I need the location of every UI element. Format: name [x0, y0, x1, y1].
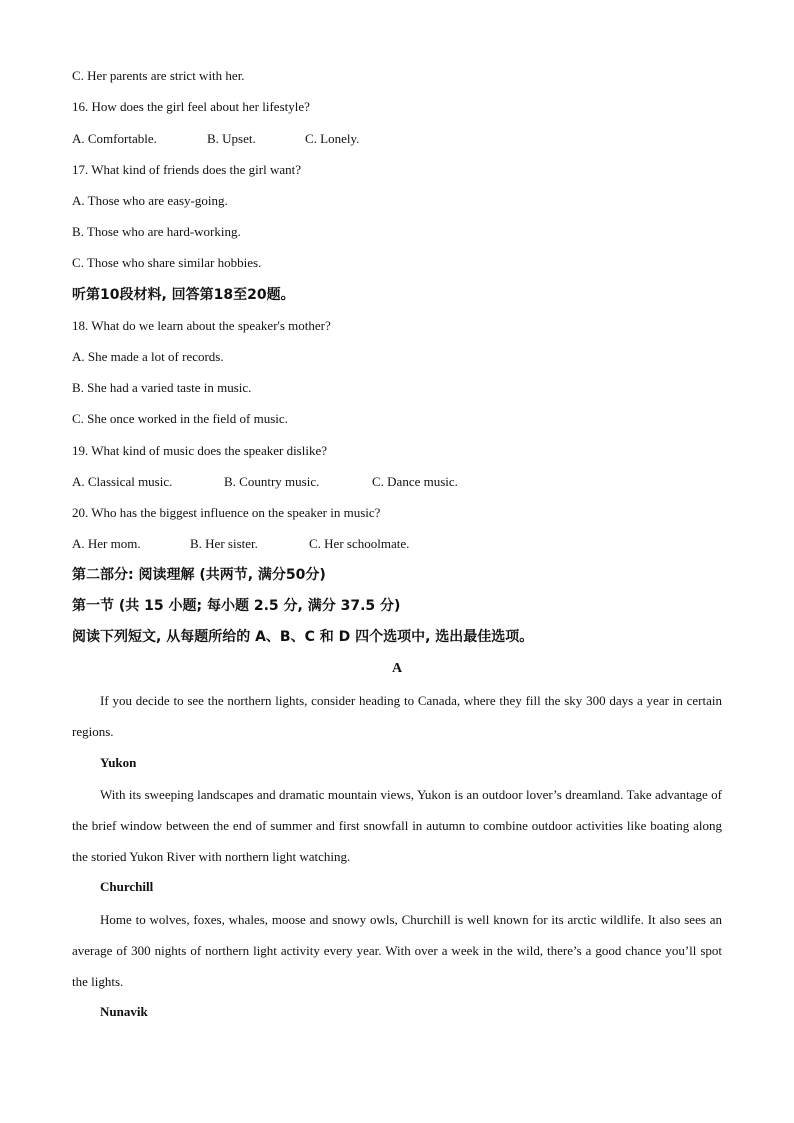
q17-stem: 17. What kind of friends does the girl want?	[72, 162, 302, 177]
yukon-heading: Yukon	[100, 755, 137, 770]
yukon-paragraph: With its sweeping landscapes and dramatic mountain views, Yukon is an outdoor lover’s dreamland. Take advantage of the brief window between the end of summer and first snowfall in autumn to combine outdoor activities like boating along the storied Yukon River with northern light watching.	[72, 787, 722, 865]
q20-options	[72, 536, 409, 552]
q19-option-b: B. Country music.	[224, 474, 320, 489]
q20-option-c: C. Her schoolmate.	[309, 536, 410, 551]
q17-option-b: B. Those who are hard-working.	[72, 224, 241, 239]
section-10-heading: 听第10段材料, 回答第18至20题。	[72, 287, 295, 303]
part-2-heading: 第二部分: 阅读理解 (共两节, 满分50分)	[72, 567, 326, 583]
q19-stem: 19. What kind of music does the speaker dislike?	[72, 443, 328, 458]
q19-option-c: C. Dance music.	[372, 474, 458, 489]
section-1-heading: 第一节 (共 15 小题; 每小题 2.5 分, 满分 37.5 分)	[72, 598, 401, 614]
nunavik-heading: Nunavik	[100, 1004, 148, 1019]
q18-option-c: C. She once worked in the field of music.	[72, 411, 288, 426]
q16-option-b: B. Upset.	[207, 131, 256, 146]
passage-intro: If you decide to see the northern lights, consider heading to Canada, where they fill the sky 300 days a year in certain regions.	[72, 693, 722, 740]
q16-stem: 16. How does the girl feel about her lifestyle?	[72, 99, 310, 114]
q19-option-a: A. Classical music.	[72, 474, 173, 489]
q18-option-b: B. She had a varied taste in music.	[72, 380, 252, 395]
q18-stem: 18. What do we learn about the speaker's mother?	[72, 318, 331, 333]
q19-options	[72, 474, 458, 490]
q15-option-c: C. Her parents are strict with her.	[72, 68, 245, 83]
q20-option-a: A. Her mom.	[72, 536, 141, 551]
q16-option-c: C. Lonely.	[305, 131, 360, 146]
passage-letter: A	[391, 661, 403, 676]
q17-option-c: C. Those who share similar hobbies.	[72, 255, 262, 270]
churchill-heading: Churchill	[100, 879, 154, 894]
churchill-paragraph: Home to wolves, foxes, whales, moose and snowy owls, Churchill is well known for its arctic wildlife. It also sees an average of 300 nights of northern light activity every year. With over a week in the wild, there’s a good chance you’ll spot the lights.	[72, 912, 722, 990]
q16-option-a: A. Comfortable.	[72, 131, 157, 146]
q16-options	[72, 131, 359, 147]
q20-stem: 20. Who has the biggest influence on the speaker in music?	[72, 505, 381, 520]
reading-instructions: 阅读下列短文, 从每题所给的 A、B、C 和 D 四个选项中, 选出最佳选项。	[72, 629, 534, 645]
q18-option-a: A. She made a lot of records.	[72, 349, 224, 364]
q17-option-a: A. Those who are easy-going.	[72, 193, 228, 208]
q20-option-b: B. Her sister.	[190, 536, 258, 551]
